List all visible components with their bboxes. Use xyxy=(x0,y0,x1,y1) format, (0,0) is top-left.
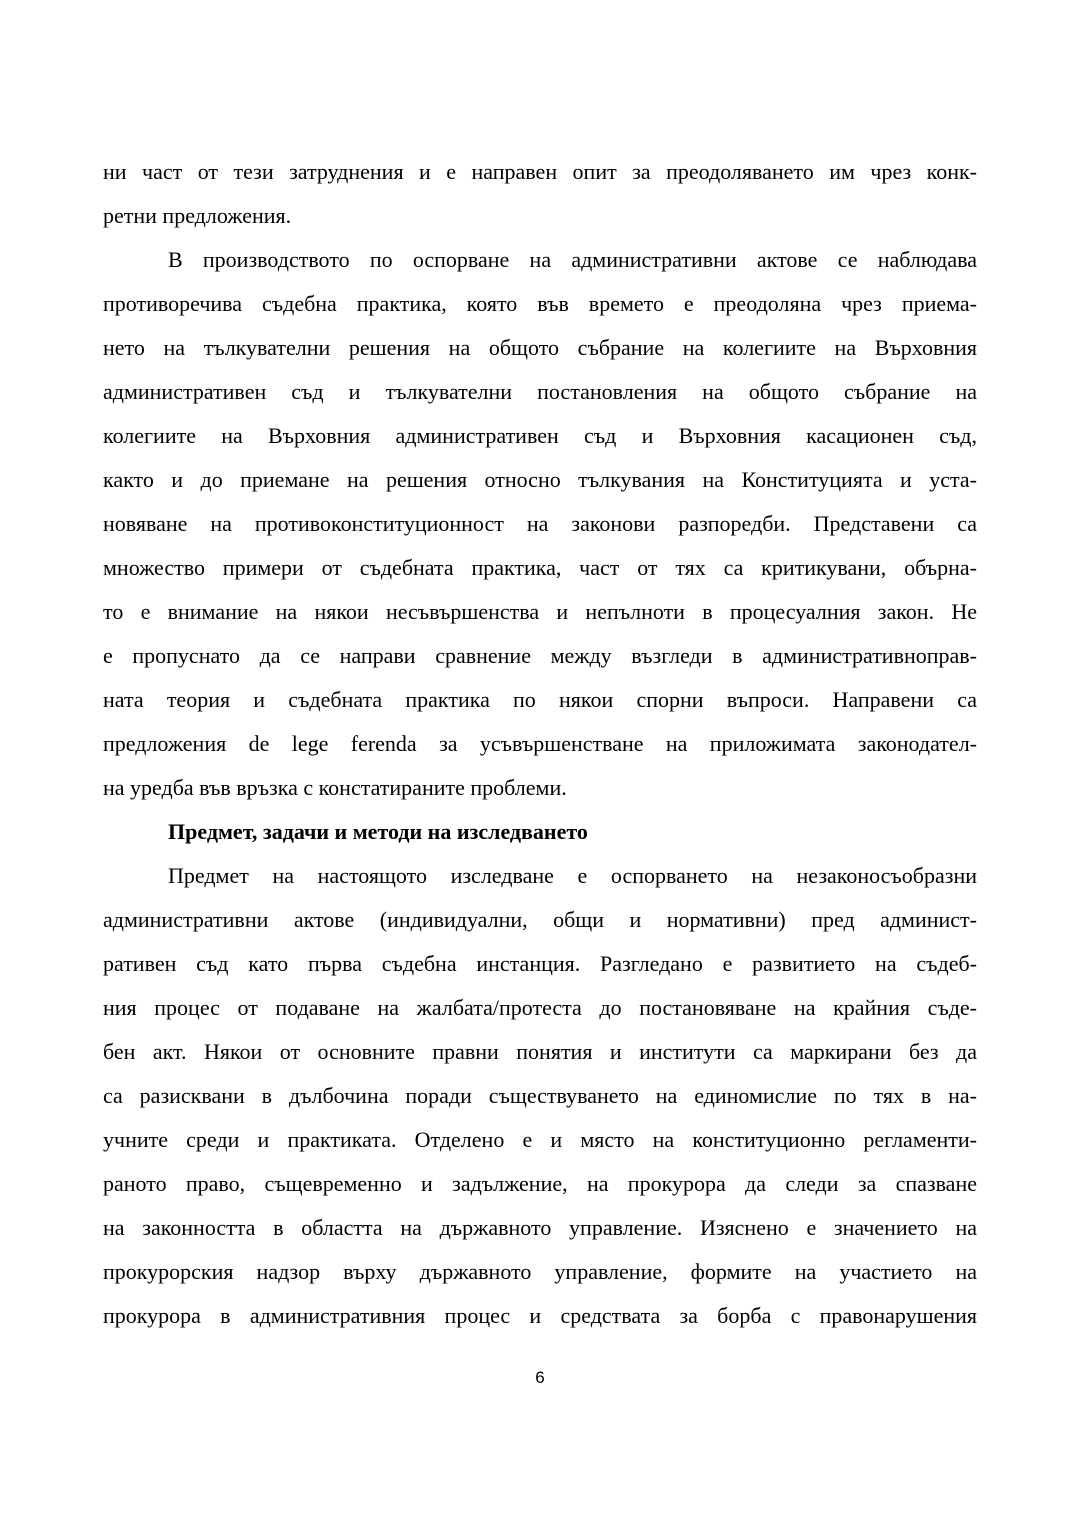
text-line: административен съд и тълкувателни постановления на общото събрание на xyxy=(103,379,977,404)
text-line: на уредба във връзка с констатираните проблеми. xyxy=(103,775,567,800)
text-line: противоречива съдебна практика, която във времето е преодоляна чрез приема- xyxy=(103,291,977,316)
paragraph-start-line: В производството по оспорване на административни актове се наблюдава xyxy=(168,247,977,272)
text-line: бен акт. Някои от основните правни понятия и институти са маркирани без да xyxy=(103,1039,977,1064)
text-line: раното право, същевременно и задължение, на прокурора да следи за спазване xyxy=(103,1171,977,1196)
text-line: ния процес от подаване на жалбата/протеста до постановяване на крайния съде- xyxy=(103,995,977,1020)
text-line: колегиите на Върховния административен съд и Върховния касационен съд, xyxy=(103,423,977,448)
text-line: новяване на противоконституционност на законови разпоредби. Представени са xyxy=(103,511,977,536)
text-line: са разисквани в дълбочина поради съществуването на единомислие по тях в на- xyxy=(103,1083,977,1108)
text-line: ретни предложения. xyxy=(103,203,292,228)
text-line: както и до приемане на решения относно тълкувания на Конституцията и уста- xyxy=(103,467,977,492)
text-line: множество примери от съдебната практика, част от тях са критикувани, обърна- xyxy=(103,555,977,580)
text-line: административни актове (индивидуални, общи и нормативни) пред админист- xyxy=(103,907,977,932)
text-line: на законността в областта на държавното управление. Изяснено е значението на xyxy=(103,1215,977,1240)
document-body xyxy=(103,150,977,1338)
text-line: е пропуснато да се направи сравнение между възгледи в административноправ- xyxy=(103,643,977,668)
text-line: то е внимание на някои несъвършенства и непълноти в процесуалния закон. Не xyxy=(103,599,977,624)
text-line: ративен съд като първа съдебна инстанция. Разгледано е развитието на съдеб- xyxy=(103,951,977,976)
paragraph-start-line: Предмет на настоящото изследване е оспорването на незаконосъобразни xyxy=(168,863,977,888)
text-line: ната теория и съдебната практика по някои спорни въпроси. Направени са xyxy=(103,687,977,712)
text-line: предложения de lege ferenda за усъвършенстване на приложимата законодател- xyxy=(103,731,977,756)
text-line: учните среди и практиката. Отделено е и място на конституционно регламенти- xyxy=(103,1127,977,1152)
text-line: прокурорския надзор върху държавното управление, формите на участието на xyxy=(103,1259,977,1284)
section-heading: Предмет, задачи и методи на изследването xyxy=(168,819,588,844)
text-line: ни част от тези затруднения и е направен опит за преодоляването им чрез конк- xyxy=(103,159,977,184)
text-line: нето на тълкувателни решения на общото събрание на колегиите на Върховния xyxy=(103,335,977,360)
text-line: прокурора в административния процес и средствата за борба с правонарушения xyxy=(103,1303,977,1328)
page-number: 6 xyxy=(535,1368,545,1387)
